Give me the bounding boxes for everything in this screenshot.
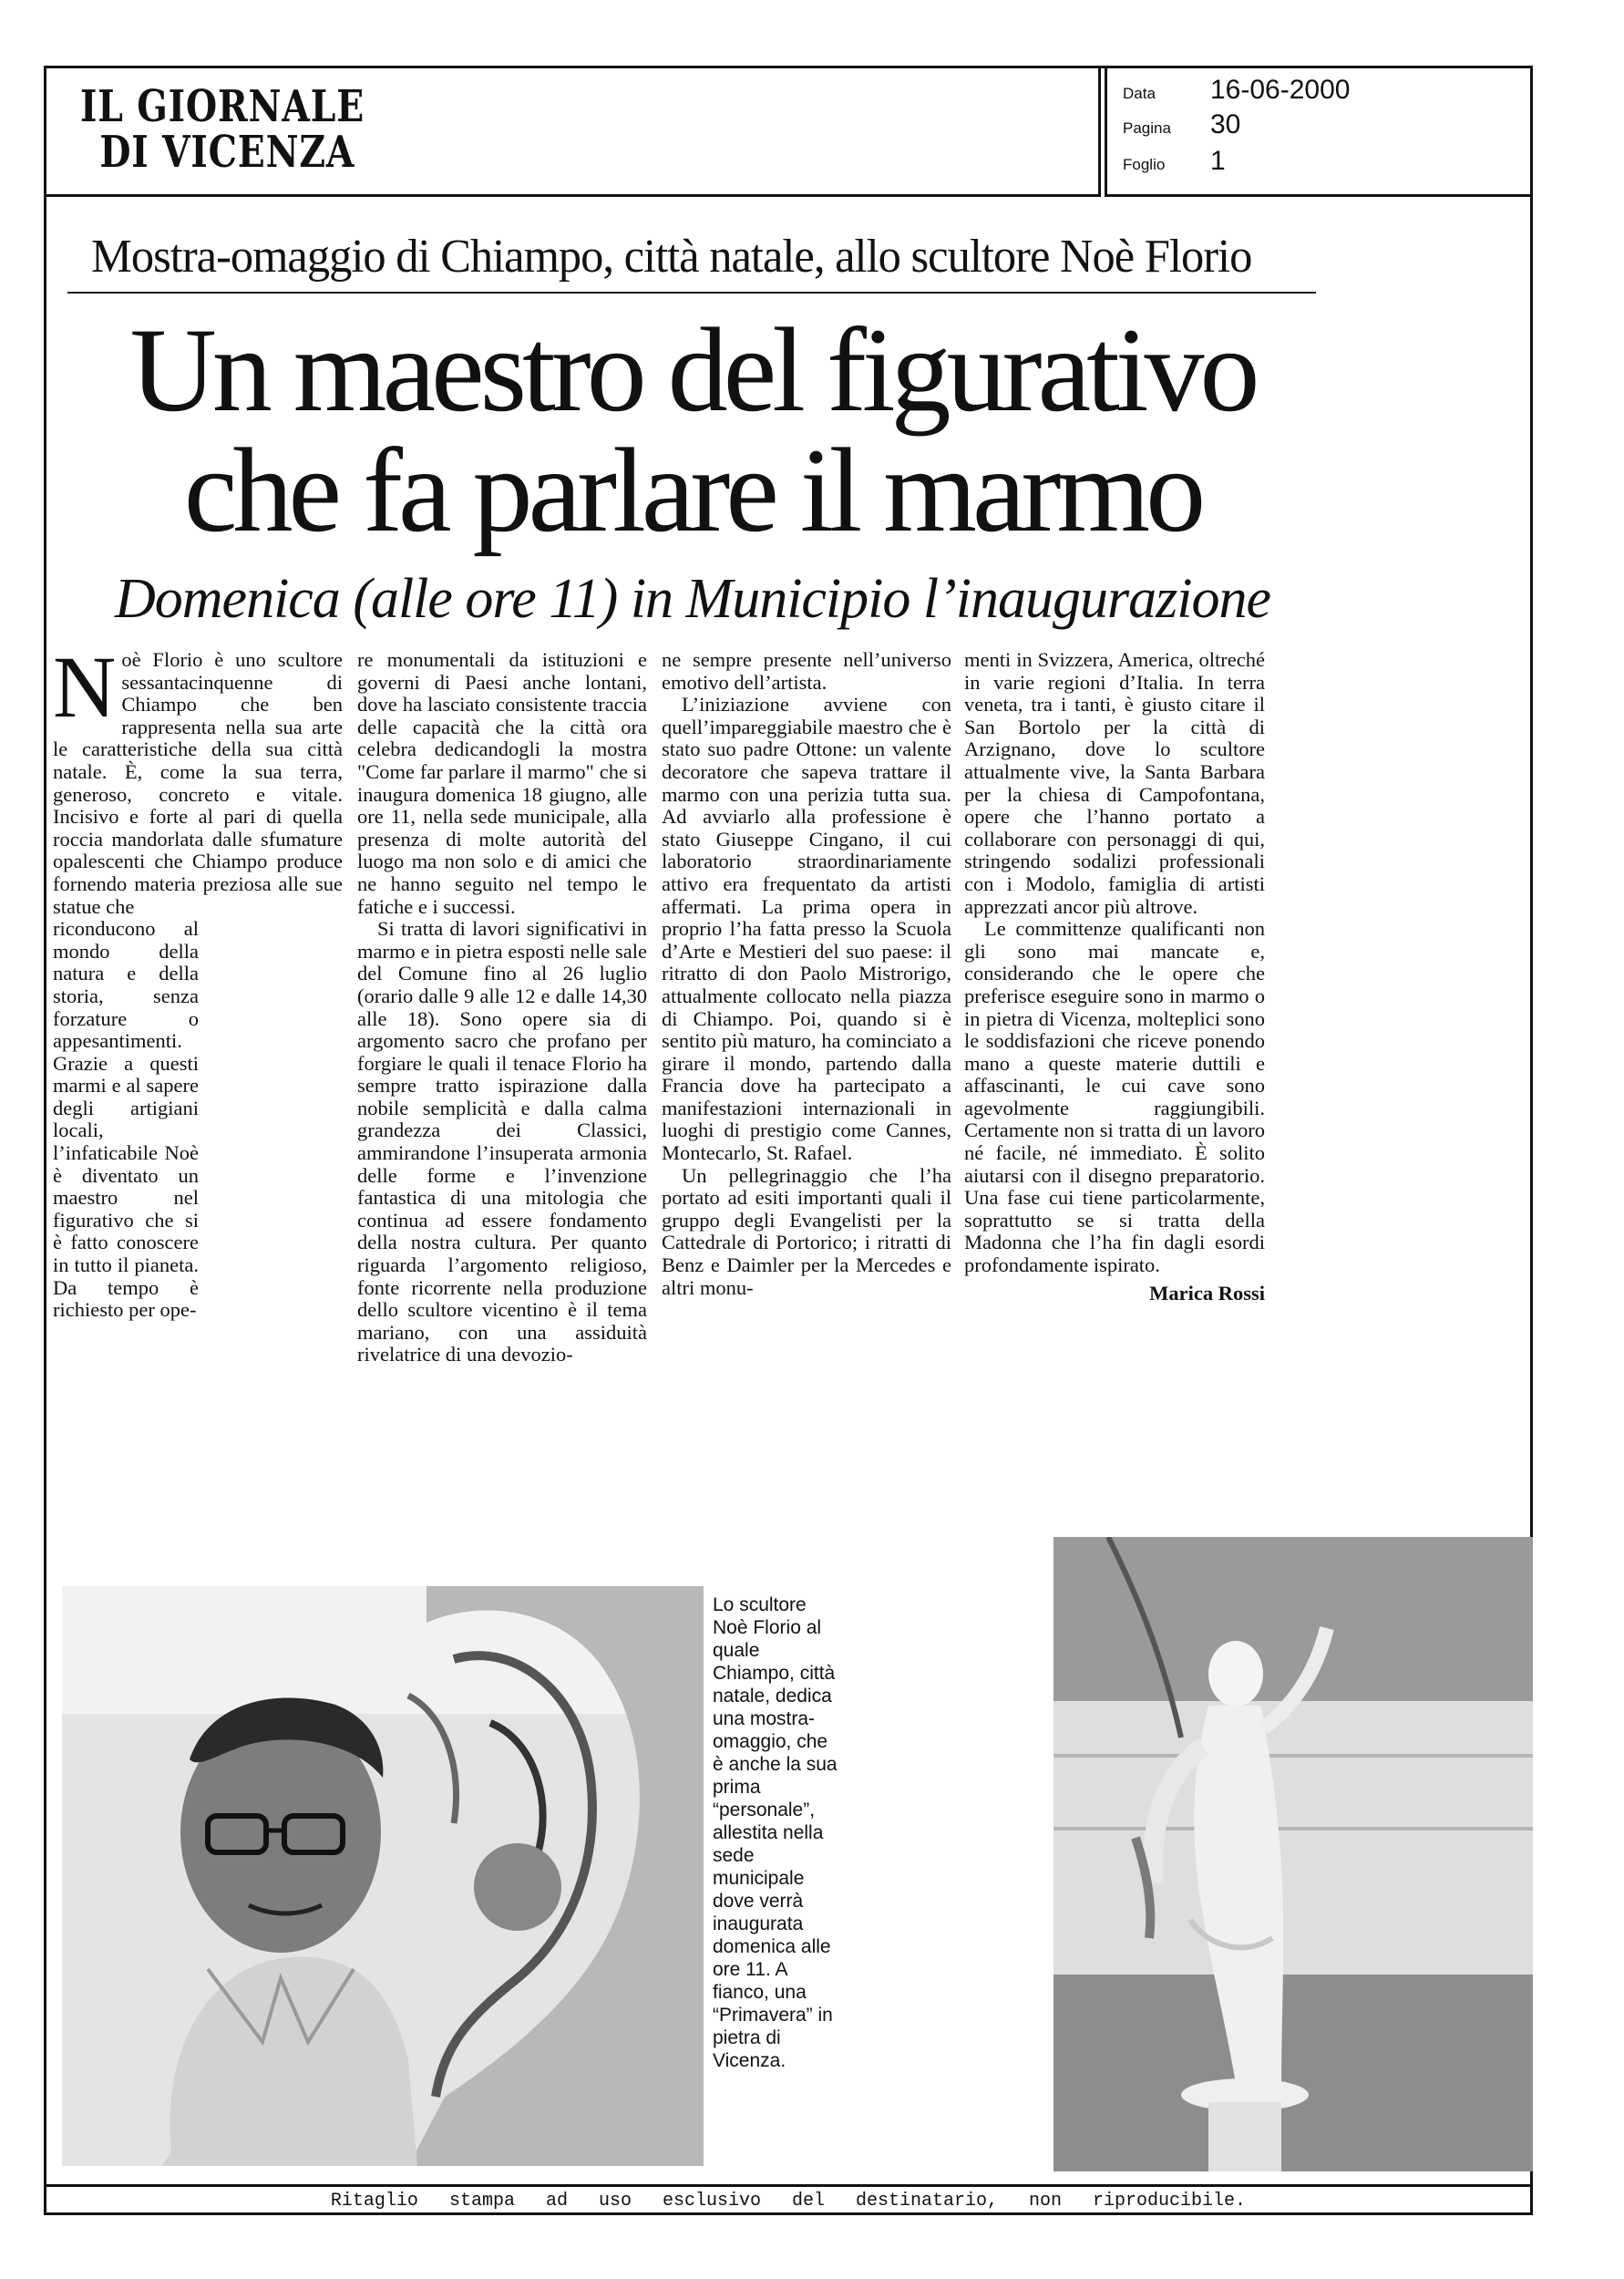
date-row xyxy=(1123,75,1350,106)
column3-paragraph-1: ne sempre presente nell’universo emotivo dell’artista. xyxy=(662,648,951,694)
column3-paragraph-3: Un pellegrinaggio che l’ha portato ad esiti importanti quali il gruppo degli Evangelisti per la Cattedrale di Portorico; i ritratti di Benz e Daimler per la Mercedes e altri monu- xyxy=(662,1163,951,1299)
headline-line1: Un maestro del figurativo xyxy=(129,303,1256,437)
column4-paragraph-1: menti in Svizzera, America, oltreché in varie regioni d’Italia. In terra veneta, tra i tanti, è giusto citare il San Bortolo per la città di Arzignano, dove lo scultore attualmente vive, la Santa Barbara per la chiesa di Campofontana, opere che l’hanno portato a collaborare con personaggi di qui, stringendo sodalizi professionali con i Modolo, famiglia di artisti apprezzati ancor più altrove. xyxy=(964,648,1265,918)
sculptor-photo xyxy=(62,1586,704,2166)
newspaper-masthead xyxy=(80,81,365,178)
article-subhead: Domenica (alle ore 11) in Municipio l’inaugurazione xyxy=(115,568,1270,630)
date-value: 16-06-2000 xyxy=(1210,75,1351,105)
masthead-line2: DI VICENZA xyxy=(99,127,355,178)
article-column-2 xyxy=(357,649,647,1366)
column1-text-a: oè Florio è uno scultore sessantacinquenne di Chiampo che ben rappresenta nella sua arte le caratteristiche della sua città natale. È, come la sua terra, generoso, concreto e vitale. Incisivo e forte al pari di quella roccia mandorlata dalle sfumature opalescenti che Chiampo produce fornendo materia preziosa alle sue statue che xyxy=(53,648,343,918)
column2-paragraph-2: Si tratta di lavori significativi in marmo e in pietra esposti nelle sale del Comune fino al 26 luglio (orario dalle 9 alle 12 e dalle 14,30 alle 18). Sono opere sia di argomento sacro che profano per forgiare le quali il tenace Florio ha sempre tratto ispirazione dalla nobile semplicità e dalla calma grandezza dei Classici, ammirandone l’insuperata armonia delle forme e l’invenzione fantastica di una mitologia che continua ad essere fondamento della nostra cultura. Per quanto riguarda l’argomento religioso, fonte ricorrente nella produzione dello scultore vicentino è il tema mariano, con una assiduità rivelatrice di una devozio- xyxy=(357,917,647,1366)
sheet-label: Foglio xyxy=(1123,156,1166,173)
headline-line2: che fa parlare il marmo xyxy=(183,423,1202,557)
statue-photo xyxy=(1054,1537,1533,2171)
page-value: 30 xyxy=(1210,109,1241,139)
article-column-3 xyxy=(662,649,951,1299)
page-label: Pagina xyxy=(1123,119,1171,137)
article-column-4 xyxy=(964,649,1265,1304)
statue-photo-illustration xyxy=(1054,1537,1533,2171)
article-headline xyxy=(55,303,1331,557)
sculptor-photo-illustration xyxy=(62,1586,704,2166)
footer-divider xyxy=(44,2184,1533,2187)
drop-cap: N xyxy=(53,638,117,736)
masthead-line1: IL GIORNALE xyxy=(80,81,365,132)
article-byline: Marica Rossi xyxy=(1149,1281,1265,1304)
sheet-row xyxy=(1123,146,1226,177)
column3-paragraph-2: L’iniziazione avviene con quell’impareggiabile maestro che è stato suo padre Ottone: un valente decoratore che sapeva trattare il marmo con una perizia tutta sua. Ad avviarlo alla professione è stato Giuseppe Cingano, il cui laboratorio straordinariamente attivo era frequentato da artisti affermati. La prima opera in proprio l’ha fatta presso la Scuola d’Arte e Mestieri del suo paese: il ritratto di don Paolo Mistrorigo, attualmente collocato nella piazza di Chiampo. Poi, quando si è sentito più maturo, ha cominciato a girare il mondo, partendo dalla Francia dove ha partecipato a manifestazioni internazionali in luoghi di prestigio come Cannes, Montecarlo, St. Rafael. xyxy=(662,693,951,1165)
column2-paragraph-1: re monumentali da istituzioni e governi di Paesi anche lontani, dove ha lasciato consistente traccia delle capacità che la città ora celebra dedicandogli la mostra "Come far parlare il marmo" che si inaugura domenica 18 giugno, alle ore 11, nella sede municipale, alla presenza di molte autorità del luogo ma non solo e di amici che ne hanno seguito nel tempo le fatiche e i successi. xyxy=(357,648,647,918)
article-column-1 xyxy=(53,638,343,1322)
column1-text-b: riconducono al mondo della natura e della storia, senza forzature o appesantimenti. Grazie a questi marmi e al sapere degli artigiani locali, l’infaticabile Noè è diventato un maestro nel figurativo che si è fatto conoscere in tutto il pianeta. Da tempo è richiesto per ope- xyxy=(53,917,199,1322)
photo-caption: Lo scultore Noè Florio al quale Chiampo, città natale, dedica una mostra-omaggio, che è anche la sua prima “personale”, allestita nella sede municipale dove verrà inaugurata domenica alle ore 11. A fianco, una “Primavera” in pietra di Vicenza. xyxy=(713,1594,838,2071)
page-row xyxy=(1123,109,1240,140)
sheet-value: 1 xyxy=(1210,146,1226,176)
article-kicker: Mostra-omaggio di Chiampo, città natale, allo scultore Noè Florio xyxy=(91,231,1252,283)
date-label: Data xyxy=(1123,85,1156,102)
kicker-divider xyxy=(67,292,1316,294)
column4-paragraph-2: Le committenze qualificanti non gli sono mai mancate e, considerando che le opere che preferisce eseguire sono in marmo o in pietra di Vicenza, molteplici sono le soddisfazioni che riceve ponendo mano a queste materie duttili e affascinanti, le cui cave sono agevolmente raggiungibili. Certamente non si tratta di un lavoro né facile, né immediato. È solito aiutarsi con il disegno preparatorio. Una fase cui tiene particolarmente, soprattutto se si tratta della Madonna che l’ha fin dagli esordi profondamente ispirato. xyxy=(964,917,1265,1277)
footer-notice: Ritaglio stampa ad uso esclusivo del destinatario, non riproducibile. xyxy=(330,2191,1247,2212)
